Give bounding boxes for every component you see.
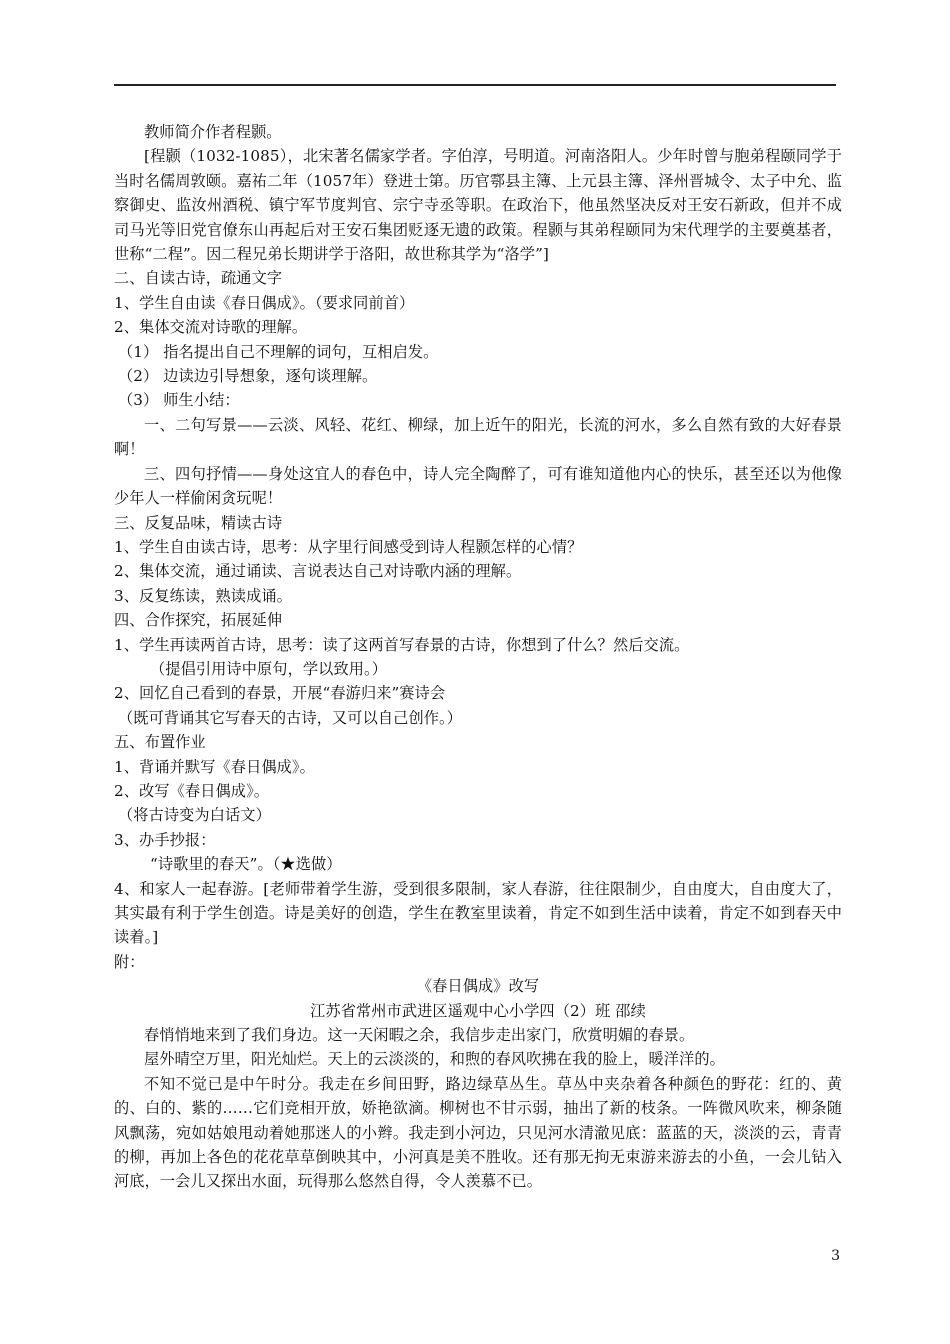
paragraph-intro: 教师简介作者程颢。 xyxy=(144,123,282,141)
sub-list-item: （3） 师生小结： xyxy=(118,391,240,410)
section-heading-2: 二、自读古诗，疏通文字 xyxy=(114,269,283,288)
list-item: 2、改写《春日偶成》。 xyxy=(114,781,270,800)
list-item: 1、学生再读两首古诗，思考：读了这两首写春景的古诗，你想到了什么？然后交流。 xyxy=(114,635,690,654)
note-line: （提倡引用诗中原句，学以致用。） xyxy=(150,659,387,678)
note-line: （将古诗变为白话文） xyxy=(118,806,271,825)
list-item: 2、回忆自己看到的春景，开展“春游归来”赛诗会 xyxy=(114,684,446,703)
list-item: 2、集体交流对诗歌的理解。 xyxy=(114,318,308,337)
essay-title: 《春日偶成》改写 xyxy=(416,977,540,996)
document-body xyxy=(114,120,842,1194)
essay-paragraph: 春悄悄地来到了我们身边。这一天闲暇之余，我信步走出家门，欣赏明媚的春景。 xyxy=(144,1026,695,1045)
list-item: 3、反复练读，熟读成诵。 xyxy=(114,586,292,605)
list-item: 4、和家人一起春游。[老师带着学生游，受到很多限制，家人春游，往往限制少，自由度大，自由度大了，其实最有利于学生创造。诗是美好的创造，学生在教室里读着，肯定不如到生活中读着，肯定不如到春天中读着。] xyxy=(114,879,842,947)
essay-author: 江苏省常州市武进区遥观中心小学四（2）班 邵续 xyxy=(310,1001,646,1020)
section-heading-3: 三、反复品味，精读古诗 xyxy=(114,513,283,532)
sub-list-item: （1） 指名提出自己不理解的词句，互相启发。 xyxy=(118,342,439,361)
sub-list-item: （2） 边读边引导想象，逐句谈理解。 xyxy=(118,367,378,386)
list-item: 1、背诵并默写《春日偶成》。 xyxy=(114,757,315,776)
list-item: 1、学生自由读《春日偶成》。（要求同前首） xyxy=(114,293,415,312)
list-item: 3、办手抄报： xyxy=(114,830,216,849)
note-line: “诗歌里的春天”。（★选做） xyxy=(150,855,342,874)
list-item: 1、学生自由读古诗，思考：从字里行间感受到诗人程颢怎样的心情？ xyxy=(114,537,583,556)
header-rule xyxy=(114,84,836,86)
essay-paragraph: 不知不觉已是中午时分。我走在乡间田野，路边绿草丛生。草丛中夹杂着各种颜色的野花：红的、黄的、白的、紫的……它们竞相开放，娇艳欲滴。柳树也不甘示弱，抽出了新的枝条。一阵微风吹来，柳条随风飘荡，宛如姑娘甩动着她那迷人的小辫。我走到小河边，只见河水清澈见底：蓝蓝的天，淡淡的云，青青的柳，再加上各色的花花草草倒映其中，小河真是美不胜收。还有那无拘无束游来游去的小鱼，一会儿钻入河底，一会儿又探出水面，玩得那么悠然自得，令人羡慕不已。 xyxy=(114,1074,842,1191)
section-heading-4: 四、合作探究，拓展延伸 xyxy=(114,611,283,630)
paragraph-author-bio: [程颢（1032-1085），北宋著名儒家学者。字伯淳，号明道。河南洛阳人。少年时曾与胞弟程颐同学于当时名儒周敦颐。嘉祐二年（1057年）登进士第。历官鄠县主簿、上元县主簿、泽州晋城令、太子中允、监察御史、监汝州酒税、镇宁军节度判官、宗宁寺丞等职。在政治下，他虽然坚决反对王安石新政，但并不成司马光等旧党官僚东山再起后对王安石集团贬逐无遗的政策。程颢与其弟程颐同为宋代理学的主要奠基者，世称“二程”。因二程兄弟长期讲学于洛阳，故世称其学为“洛学”] xyxy=(114,147,842,264)
paragraph-scenery: 一、二句写景——云淡、风轻、花红、柳绿，加上近午的阳光，长流的河水，多么自然有致的大好春景啊！ xyxy=(114,415,842,459)
section-heading-5: 五、布置作业 xyxy=(114,733,206,752)
essay-paragraph: 屋外晴空万里，阳光灿烂。天上的云淡淡的，和煦的春风吹拂在我的脸上，暖洋洋的。 xyxy=(144,1050,725,1069)
list-item: 2、集体交流，通过诵读、言说表达自己对诗歌内涵的理解。 xyxy=(114,562,522,581)
note-line: （既可背诵其它写春天的古诗，又可以自己创作。） xyxy=(118,708,463,727)
page-number: 3 xyxy=(831,1248,840,1264)
appendix-label: 附： xyxy=(114,952,145,971)
paragraph-emotion: 三、四句抒情——身处这宜人的春色中，诗人完全陶醉了，可有谁知道他内心的快乐，甚至还以为他像少年人一样偷闲贪玩呢！ xyxy=(114,464,842,508)
